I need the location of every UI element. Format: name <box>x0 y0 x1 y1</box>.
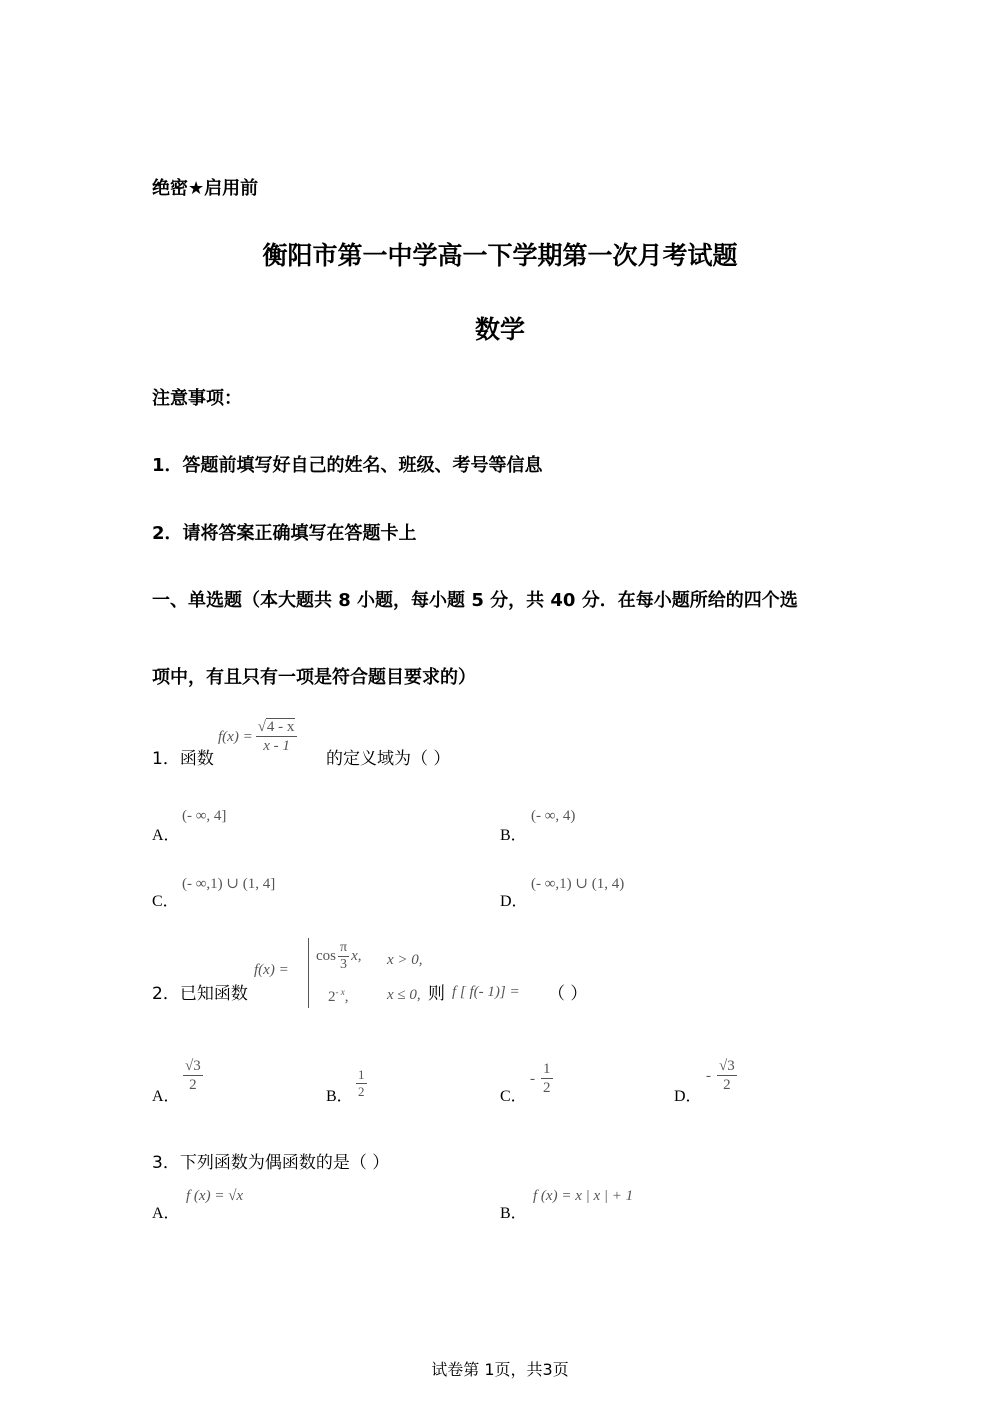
q1-option-d-label: D． <box>500 893 528 910</box>
notice-item-1: 1．答题前填写好自己的姓名、班级、考号等信息 <box>152 455 543 476</box>
q2-case2-exp: - x <box>335 987 345 997</box>
q2-case1-num: π <box>338 940 349 957</box>
q2-then: 则 <box>428 984 445 1004</box>
q1-option-a-expr: (- ∞, 4] <box>182 808 227 824</box>
q1-formula-numerator: 4 - x <box>266 719 295 735</box>
q2-option-b-den: 2 <box>358 1083 365 1099</box>
q2-option-c-den: 2 <box>543 1080 551 1097</box>
q2-case1-cond: x > 0, <box>387 952 423 968</box>
q2-case1-den: 3 <box>340 957 348 973</box>
q2-piecewise-brace <box>308 938 315 1008</box>
q3-option-b-label: B． <box>500 1205 527 1222</box>
q2-case1-func: cos <box>316 948 336 965</box>
q2-option-d-sign: - <box>706 1067 711 1084</box>
q1-option-a-label: A． <box>152 827 180 844</box>
q2-option-c-fraction <box>541 1061 553 1097</box>
q2-case1-fraction <box>338 940 349 974</box>
q1-formula-denominator: x - 1 <box>263 738 290 755</box>
q2-suffix: （ ） <box>548 984 588 1004</box>
q3-option-b-expr: f (x) = x | x | + 1 <box>533 1188 634 1204</box>
confidential-label: 绝密★启用前 <box>152 178 259 199</box>
q3-option-a-label: A． <box>152 1205 180 1222</box>
q1-suffix: 的定义域为（ ） <box>326 749 451 769</box>
q2-query: f [ f(- 1)] = <box>452 984 520 1000</box>
subject-title: 数学 <box>474 315 525 344</box>
q2-option-a-fraction <box>183 1058 203 1094</box>
q1-option-b-label: B． <box>500 827 527 844</box>
q2-option-c-expr <box>530 1061 553 1097</box>
q2-option-d-label: D． <box>674 1088 702 1105</box>
q2-option-d-num: √3 <box>717 1058 737 1076</box>
q1-option-b-expr: (- ∞, 4) <box>531 808 576 824</box>
q2-option-d-expr <box>706 1058 737 1094</box>
q2-option-b-fraction <box>356 1068 367 1100</box>
q1-prefix: 1．函数 <box>152 749 214 769</box>
q2-option-d-fraction <box>717 1058 737 1094</box>
q1-option-c-label: C． <box>152 893 179 910</box>
q2-case-2 <box>328 987 349 1006</box>
q1-option-d-expr: (- ∞,1) ∪ (1, 4) <box>531 876 625 892</box>
q3-option-a-expr: f (x) = √x <box>186 1188 244 1204</box>
q3-stem: 3．下列函数为偶函数的是（ ） <box>152 1153 390 1173</box>
q2-option-b-num: 1 <box>358 1067 365 1082</box>
q2-option-b-label: B． <box>326 1088 353 1105</box>
q1-formula-lhs: f(x) = <box>218 728 253 745</box>
q2-option-d-den: 2 <box>723 1077 731 1094</box>
q2-case2-func: 2 <box>328 989 336 1005</box>
q2-case-1 <box>316 940 362 974</box>
exam-title: 衡阳市第一中学高一下学期第一次月考试题 <box>262 241 738 270</box>
notice-heading: 注意事项： <box>152 388 242 409</box>
q1-formula-fraction: $\frac{√4 - x}{x - 1}$ <box>256 719 298 755</box>
q2-option-a-expr <box>183 1058 203 1094</box>
q2-case2-cond: x ≤ 0, <box>387 987 421 1003</box>
q2-case1-var: x, <box>351 948 362 965</box>
page-footer: 试卷第 1页，共3页 <box>431 1360 569 1379</box>
q2-formula-lhs <box>254 962 289 979</box>
q2-option-c-num: 1 <box>541 1061 553 1079</box>
q2-option-a-num: √3 <box>183 1058 203 1076</box>
q2-option-c-label: C． <box>500 1088 527 1105</box>
section-heading-line-2: 项中，有且只有一项是符合题目要求的） <box>152 667 476 688</box>
section-heading-line-1: 一、单选题（本大题共 8 小题，每小题 5 分，共 40 分．在每小题所给的四个选 <box>152 590 798 611</box>
notice-item-2: 2．请将答案正确填写在答题卡上 <box>152 523 417 544</box>
q1-formula <box>218 719 297 755</box>
q2-option-a-label: A． <box>152 1088 180 1105</box>
q2-option-b-expr <box>356 1068 367 1100</box>
q2-formula-lhs-text: f(x) = <box>254 962 289 978</box>
q2-prefix: 2．已知函数 <box>152 984 248 1004</box>
q2-option-c-sign: - <box>530 1070 535 1087</box>
q1-option-c-expr: (- ∞,1) ∪ (1, 4] <box>182 876 276 892</box>
q2-option-a-den: 2 <box>189 1077 197 1094</box>
q2-case2-comma: , <box>344 989 349 1005</box>
